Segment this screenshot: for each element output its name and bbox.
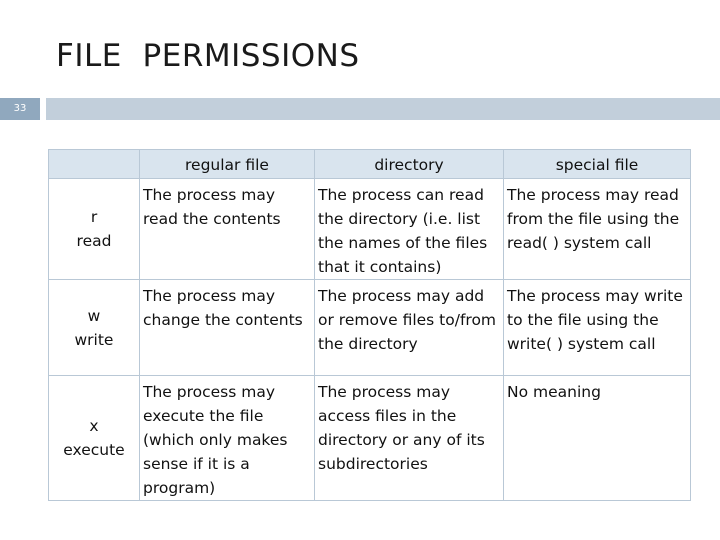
table-row-write bbox=[49, 280, 691, 376]
cell-regular-read: The process may read the contents bbox=[140, 179, 315, 280]
table-header-row bbox=[49, 150, 691, 179]
perm-symbol: r bbox=[90, 208, 98, 226]
cell-regular-write: The process may change the contents bbox=[140, 280, 315, 376]
slide-title: FILE PERMISSIONS bbox=[56, 38, 360, 74]
cell-special-execute: No meaning bbox=[504, 376, 691, 501]
header-empty bbox=[49, 150, 140, 179]
cell-regular-execute: The process may execute the file (which only makes sense if it is a program) bbox=[140, 376, 315, 501]
slide-number: 33 bbox=[13, 103, 27, 114]
perm-name: read bbox=[76, 232, 112, 250]
header-special-file: special file bbox=[504, 150, 691, 179]
cell-directory-write: The process may add or remove files to/from the directory bbox=[315, 280, 504, 376]
perm-cell-read bbox=[49, 179, 140, 280]
cell-special-read: The process may read from the file using the read( ) system call bbox=[504, 179, 691, 280]
perm-symbol: w bbox=[87, 306, 101, 325]
table-row-read bbox=[49, 179, 691, 280]
header-regular-file: regular file bbox=[140, 150, 315, 179]
perm-cell-write bbox=[49, 280, 140, 376]
cell-special-write: The process may write to the file using the write( ) system call bbox=[504, 280, 691, 376]
permissions-table bbox=[48, 149, 691, 501]
cell-directory-read: The process can read the directory (i.e. list the names of the files that it contains) bbox=[315, 179, 504, 280]
perm-name: write bbox=[74, 330, 114, 349]
perm-name: execute bbox=[63, 441, 125, 459]
table-row-execute bbox=[49, 376, 691, 501]
slide-number-box bbox=[0, 98, 40, 120]
cell-directory-execute: The process may access files in the directory or any of its subdirectories bbox=[315, 376, 504, 501]
header-directory: directory bbox=[315, 150, 504, 179]
perm-cell-execute bbox=[49, 376, 140, 501]
perm-symbol: x bbox=[89, 417, 99, 435]
title-divider-bar bbox=[46, 98, 720, 120]
